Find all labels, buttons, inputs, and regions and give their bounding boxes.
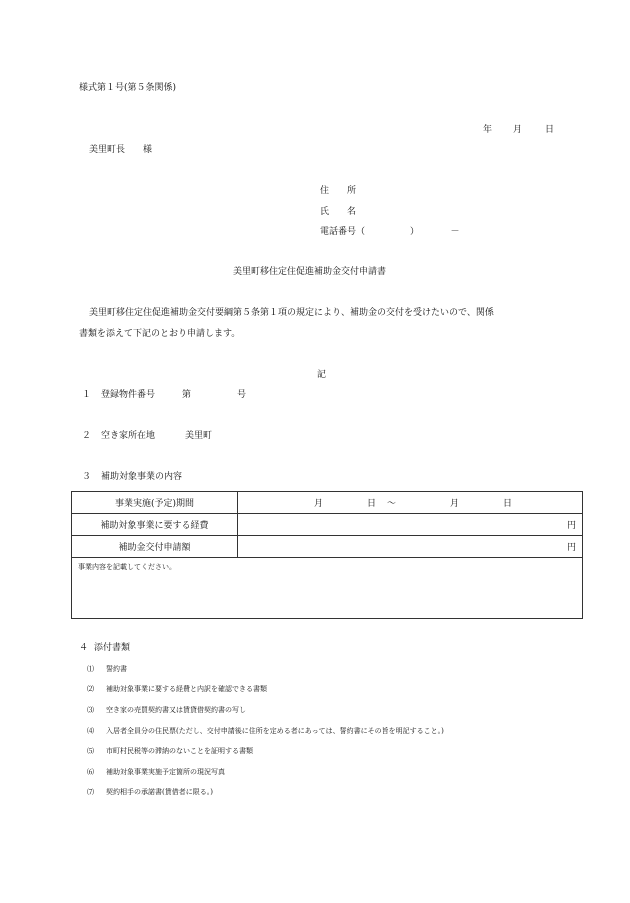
attachment-5-num: ⑸ bbox=[87, 747, 94, 755]
amount-label: 補助金交付申請額 bbox=[72, 536, 238, 558]
attachment-7-text: 契約相手の承諾書(賃借者に限る。) bbox=[106, 788, 213, 796]
expenses-label: 補助対象事業に要する経費 bbox=[72, 514, 238, 536]
attachment-4-text: 入居者全員分の住民票(ただし、交付申請後に住所を定める者にあっては、誓約書にその旨を明記すること。) bbox=[106, 727, 444, 735]
item3-label: 補助対象事業の内容 bbox=[101, 472, 183, 482]
phone-label: 電話番号（ ） － bbox=[320, 227, 460, 237]
attachment-1-num: ⑴ bbox=[87, 665, 94, 673]
amount-value[interactable] bbox=[238, 536, 583, 558]
period-month-1: 月 bbox=[314, 499, 324, 509]
attachment-6-num: ⑹ bbox=[87, 768, 94, 776]
form-number: 様式第１号(第５条関係) bbox=[79, 83, 177, 93]
address-label: 住 所 bbox=[320, 186, 357, 196]
item2-number: ２ bbox=[82, 431, 92, 441]
period-month-2: 月 bbox=[450, 499, 460, 509]
attachment-2-text: 補助対象事業に要する経費と内訳を確認できる書類 bbox=[106, 685, 267, 693]
period-tilde: ～ bbox=[387, 499, 397, 509]
item1-label: 登録物件番号 bbox=[101, 390, 156, 400]
ki-heading: 記 bbox=[317, 370, 327, 380]
attachment-6-text: 補助対象事業実施予定箇所の現況写真 bbox=[106, 768, 225, 776]
item4-label: 添付書類 bbox=[94, 643, 131, 653]
item2-value: 美里町 bbox=[185, 431, 213, 441]
body-text-line2: 書類を添えて下記のとおり申請します。 bbox=[79, 329, 241, 339]
table-row-expenses bbox=[72, 514, 583, 536]
date-month: 月 bbox=[513, 125, 523, 135]
table-row-content bbox=[72, 558, 583, 619]
item4-number: ４ bbox=[79, 643, 89, 653]
item3-number: ３ bbox=[82, 472, 92, 482]
period-day-2: 日 bbox=[503, 499, 513, 509]
period-label: 事業実施(予定)期間 bbox=[72, 492, 238, 514]
expenses-unit: 円 bbox=[566, 521, 576, 531]
attachment-7-num: ⑺ bbox=[87, 788, 94, 796]
attachment-3-num: ⑶ bbox=[87, 706, 94, 714]
item1-number: １ bbox=[82, 390, 92, 400]
item1-go: 号 bbox=[237, 390, 247, 400]
content-field[interactable] bbox=[72, 558, 583, 619]
attachment-2-num: ⑵ bbox=[87, 685, 94, 693]
document-title: 美里町移住定住促進補助金交付申請書 bbox=[233, 267, 387, 277]
period-value[interactable] bbox=[238, 492, 583, 514]
table-row-period bbox=[72, 492, 583, 514]
attachment-3-text: 空き家の売買契約書又は賃貸借契約書の写し bbox=[106, 706, 246, 714]
amount-unit: 円 bbox=[566, 543, 576, 553]
attachment-5-text: 市町村民税等の滞納のないことを証明する書類 bbox=[106, 747, 253, 755]
content-note: 事業内容を記載してください。 bbox=[78, 563, 176, 571]
attachment-1-text: 誓約書 bbox=[106, 665, 127, 673]
addressee: 美里町長 様 bbox=[89, 145, 153, 155]
project-details-table bbox=[71, 491, 583, 619]
date-day: 日 bbox=[545, 125, 555, 135]
item1-dai: 第 bbox=[182, 390, 192, 400]
body-text-line1: 美里町移住定住促進補助金交付要綱第５条第１項の規定により、補助金の交付を受けたいので、関係 bbox=[89, 308, 494, 318]
name-label: 氏 名 bbox=[320, 207, 357, 217]
period-day-1: 日 bbox=[367, 499, 377, 509]
expenses-value[interactable] bbox=[238, 514, 583, 536]
date-year: 年 bbox=[483, 125, 493, 135]
attachment-4-num: ⑷ bbox=[87, 727, 94, 735]
table-row-amount bbox=[72, 536, 583, 558]
item2-label: 空き家所在地 bbox=[101, 431, 156, 441]
